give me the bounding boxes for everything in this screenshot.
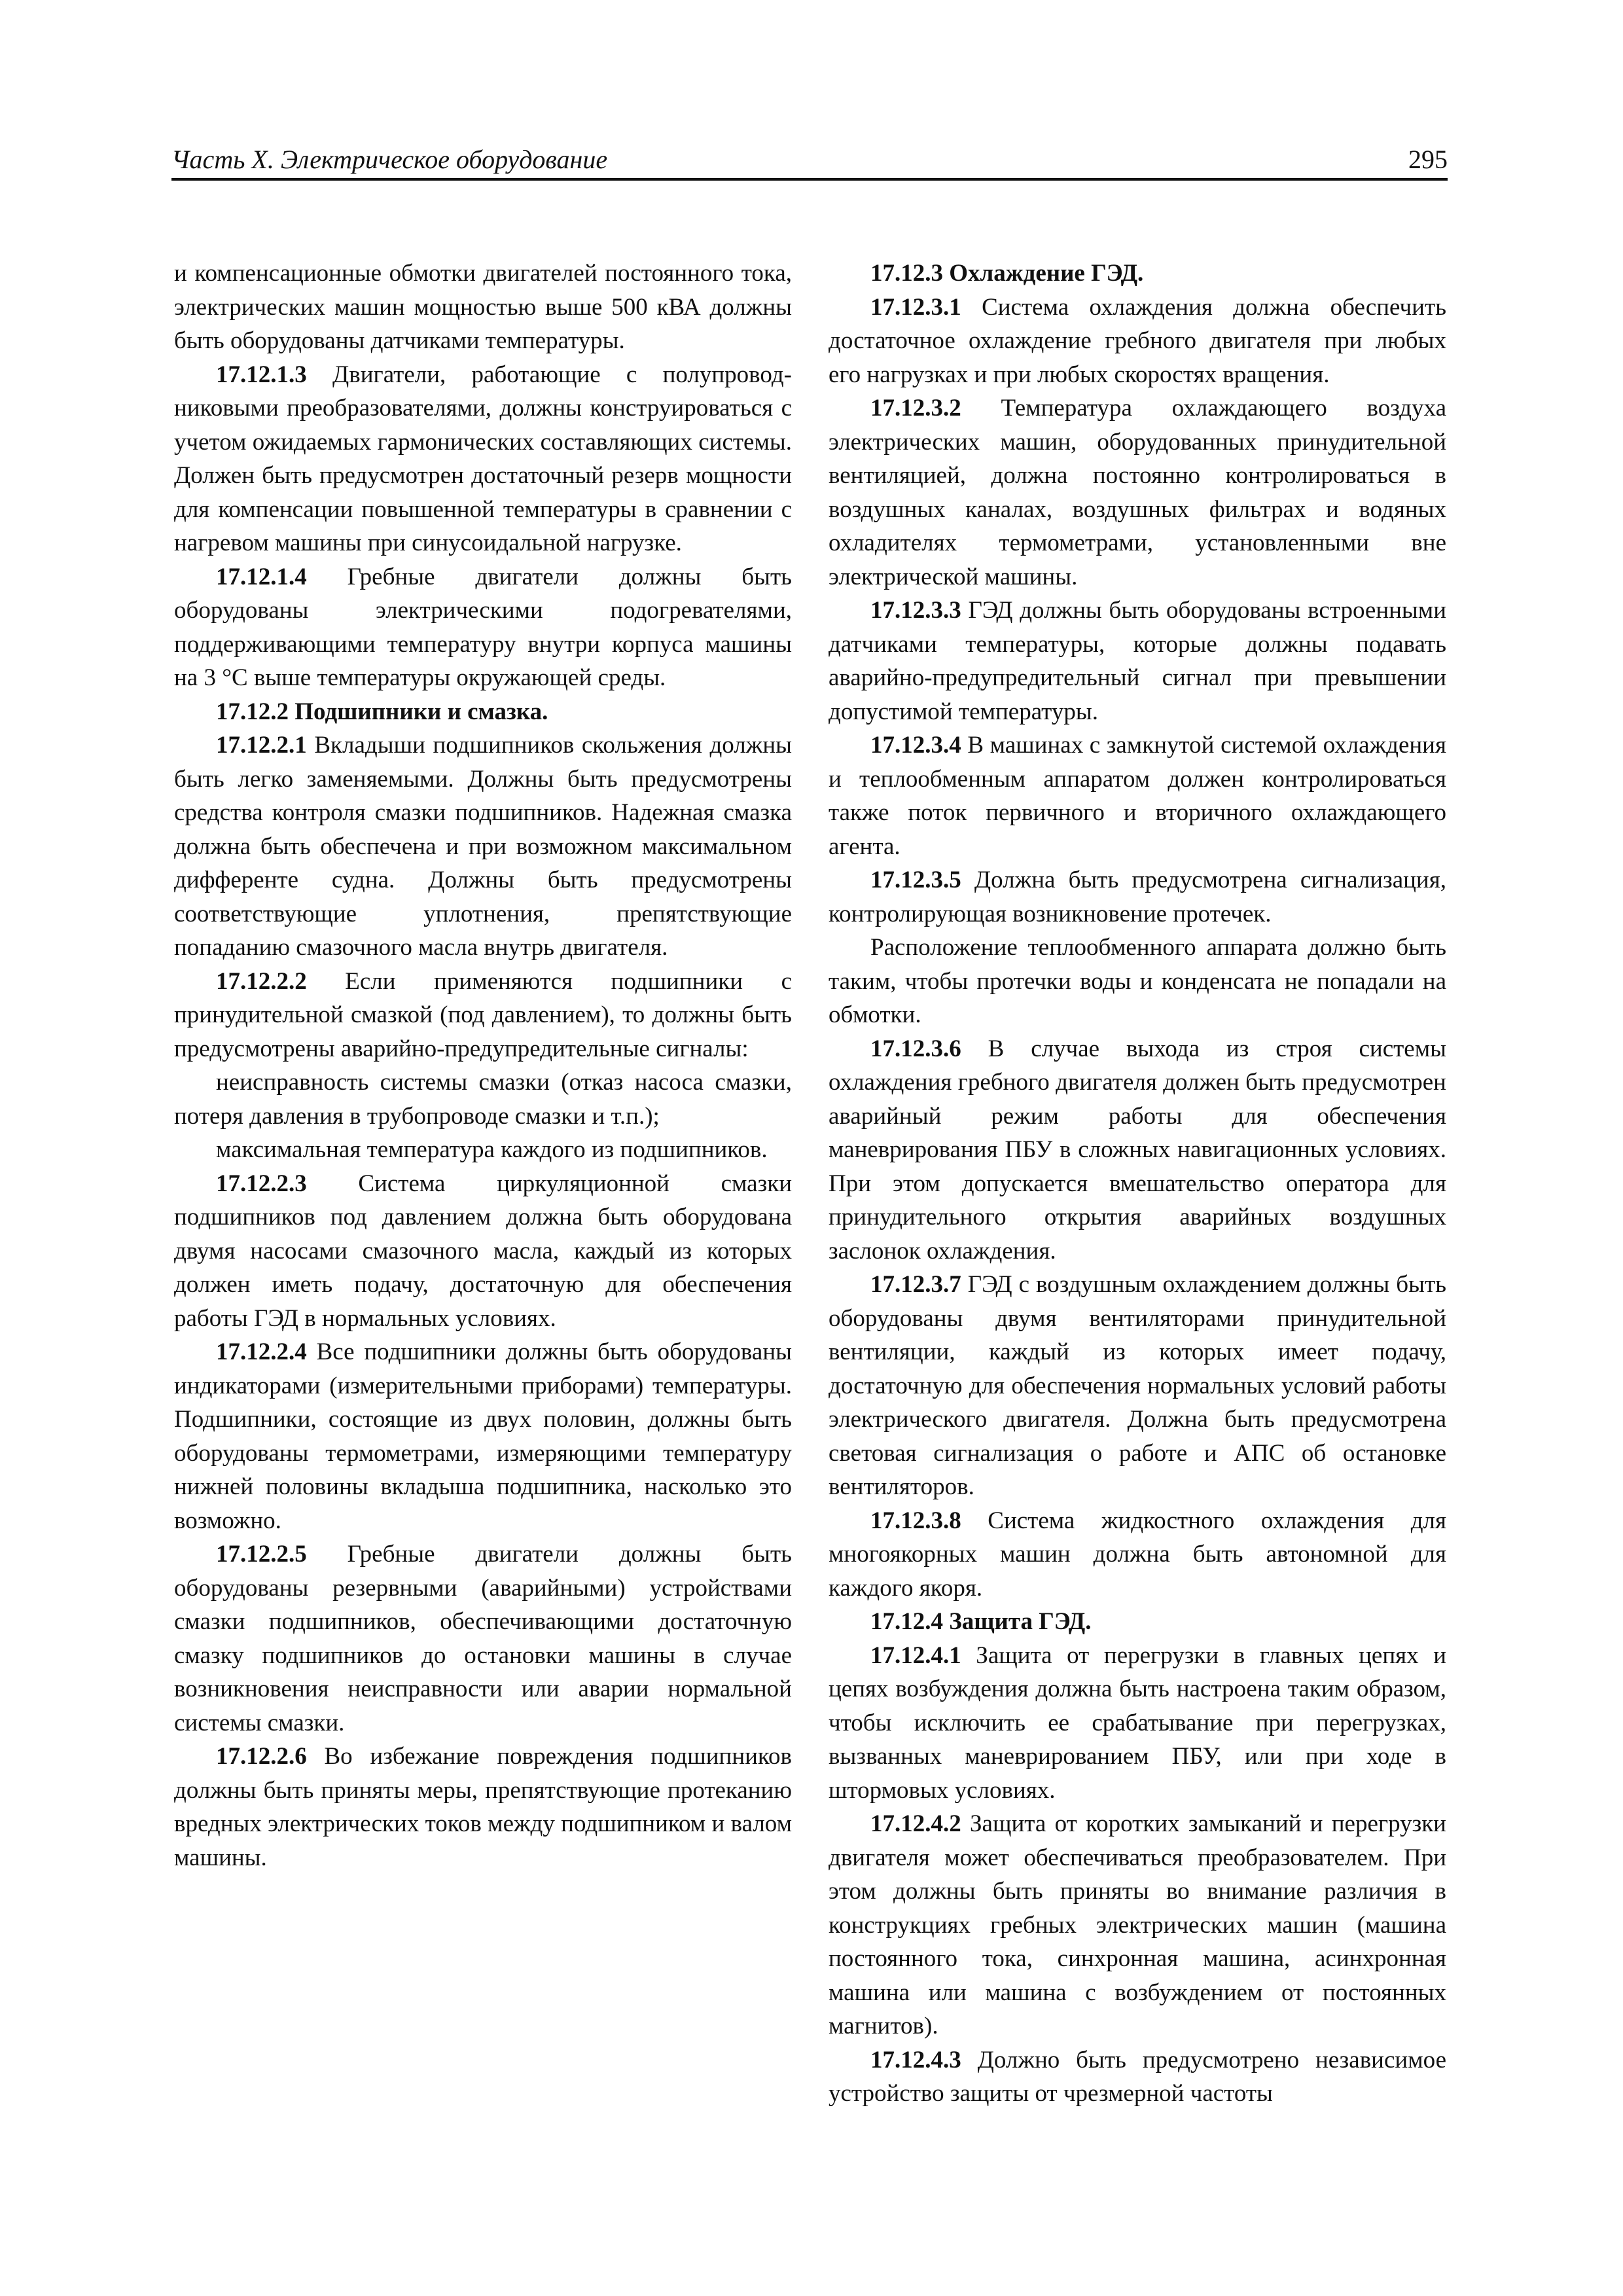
paragraph-text: Температура охлаждающего воздуха электрических машин, оборудованных принудительной вентиляцией, должна постоянно контролироваться в воздушных каналах, воздушных фильтрах и водяных охладителях термометрами, установленными вне электрической машины. <box>829 395 1446 590</box>
paragraph-text: неисправность системы смазки (отказ насоса смазки, потеря давления в трубопроводе смазки и т.п.); <box>174 1069 792 1130</box>
paragraph <box>174 1133 792 1167</box>
section-number: 17.12.2 Подшипники и смазка. <box>216 698 548 725</box>
section-number: 17.12.1.3 <box>216 361 307 388</box>
page-header <box>171 145 1448 181</box>
section-number: 17.12.3.7 <box>870 1271 961 1298</box>
paragraph <box>174 257 792 358</box>
section-number: 17.12.4.2 <box>870 1810 961 1837</box>
paragraph <box>829 291 1446 392</box>
paragraph <box>829 1807 1446 2043</box>
paragraph-text: Должна быть предусмотрена сигнализация, контролирующая возникновение протечек. <box>829 867 1446 927</box>
paragraph <box>829 257 1446 291</box>
section-number: 17.12.4 Защита ГЭД. <box>870 1608 1092 1635</box>
section-number: 17.12.3.5 <box>870 867 961 893</box>
paragraph <box>829 1504 1446 1605</box>
paragraph-text: Система охлаждения должна обеспечить достаточное охлаждение гребного двигателя при любых его нагрузках и при любых скоростях вращения. <box>829 293 1446 388</box>
paragraph <box>829 1032 1446 1268</box>
paragraph-text: Защита от коротких замыканий и перегрузки двигателя может обеспечиваться преобразователем. При этом должны быть приняты во внимание различия в конструкциях гребных электрических машин (машина постоянного тока, синхронная машина, асинхронная машина или машина с возбуждением от постоянных магнитов). <box>829 1810 1446 2039</box>
paragraph-text: ГЭД с воздушным охлаждением должны быть оборудованы двумя вентиляторами принудительной вентиляции, каждый из которых имеет подачу, достаточную для обеспечения нормальных условий работы электрического двигателя. Должна быть предусмотрена световая сигнализация о работе и АПС об остановке вентиляторов. <box>829 1271 1446 1500</box>
paragraph-text: Расположение теплообменного аппарата должно быть таким, чтобы протечки воды и конденсата не попадали на обмотки. <box>829 934 1446 1028</box>
paragraph-text: Вкладыши подшипников скольжения должны быть легко заменяемыми. Должны быть предусмотрены средства контроля смазки подшипников. Надежная смазка должна быть обеспечена и при возможном максимальном дифференте судна. Должны быть предусмотрены соответствующие уплотнения, препятствующие попаданию смазочного масла внутрь двигателя. <box>174 732 792 961</box>
section-number: 17.12.2.5 <box>216 1541 307 1568</box>
right-column <box>829 257 1446 2111</box>
paragraph <box>829 931 1446 1032</box>
paragraph-text: Должно быть предусмотрено независимое устройство защиты от чрезмерной частоты <box>829 2046 1446 2107</box>
paragraph-text: Защита от перегрузки в главных цепях и цепях возбуждения должна быть настроена таким образом, чтобы исключить ее срабатывание при перегрузках, вызванных маневрированием ПБУ, или при ходе в штормовых условиях. <box>829 1641 1446 1804</box>
section-number: 17.12.4.1 <box>870 1641 961 1669</box>
section-number: 17.12.3.4 <box>870 732 961 759</box>
paragraph-text: Система жидкостного охлаждения для многоякорных машин должна быть автономной для каждого якоря. <box>829 1507 1446 1602</box>
section-number: 17.12.1.4 <box>216 563 307 590</box>
paragraph-text: ГЭД должны быть оборудованы встроенными датчиками температуры, которые должны подавать аварийно-предупредительный сигнал при превышении допустимой температуры. <box>829 597 1446 725</box>
paragraph <box>174 965 792 1066</box>
paragraph <box>174 1537 792 1740</box>
paragraph-text: максимальная температура каждого из подшипников. <box>216 1136 768 1163</box>
paragraph <box>829 1268 1446 1504</box>
section-number: 17.12.4.3 <box>870 2046 961 2073</box>
page-number: 295 <box>1408 145 1448 174</box>
section-number: 17.12.2.4 <box>216 1338 307 1365</box>
paragraph-text: и компенсационные обмотки двигателей постоянного тока, электрических машин мощностью выше 500 кВА должны быть оборудованы датчиками температуры. <box>174 260 792 354</box>
section-number: 17.12.3 Охлаждение ГЭД. <box>870 260 1144 287</box>
paragraph <box>829 2043 1446 2111</box>
paragraph <box>829 594 1446 728</box>
section-number: 17.12.3.2 <box>870 395 961 422</box>
paragraph <box>174 1167 792 1336</box>
paragraph <box>829 728 1446 863</box>
paragraph <box>829 1639 1446 1808</box>
paragraph-text: Все подшипники должны быть оборудованы индикаторами (измерительными приборами) температуры. Подшипники, состоящие из двух половин, должны быть оборудованы термометрами, измеряющими температуру нижней половины вкладыша подшипника, насколько это возможно. <box>174 1338 792 1534</box>
section-number: 17.12.2.1 <box>216 732 307 759</box>
paragraph <box>174 1740 792 1874</box>
running-title: Часть X. Электрическое оборудование <box>171 145 608 174</box>
paragraph <box>829 1605 1446 1639</box>
paragraph-text: Система циркуляционной смазки подшипников под давлением должна быть оборудована двумя насосами смазочного масла, каждый из которых должен иметь подачу, достаточную для обеспечения работы ГЭД в нормальных условиях. <box>174 1170 792 1332</box>
paragraph <box>829 863 1446 931</box>
paragraph <box>829 391 1446 594</box>
left-column <box>174 257 792 1874</box>
paragraph-text: Гребные двигатели должны быть оборудованы резервными (аварийными) устройствами смазки подшипников, обеспечивающими достаточную смазку подшипников до остановки машины в случае возникновения неисправности или аварии нормальной системы смазки. <box>174 1541 792 1736</box>
section-number: 17.12.2.2 <box>216 967 307 995</box>
section-number: 17.12.3.1 <box>870 293 961 321</box>
section-number: 17.12.2.3 <box>216 1170 307 1197</box>
section-number: 17.12.2.6 <box>216 1743 307 1770</box>
paragraph <box>174 560 792 695</box>
paragraph <box>174 728 792 965</box>
section-number: 17.12.3.3 <box>870 597 961 624</box>
section-number: 17.12.3.8 <box>870 1507 961 1534</box>
paragraph-text: Во избежание повреждения подшипников должны быть приняты меры, препятствующие протеканию вредных электрических токов между подшипником и валом машины. <box>174 1743 792 1871</box>
paragraph <box>174 1066 792 1133</box>
paragraph-text: Гребные двигатели должны быть оборудованы электрическими подогревателями, поддерживающими температуру внутри корпуса машины на 3 °С выше температуры окружающей среды. <box>174 563 792 691</box>
paragraph <box>174 1335 792 1537</box>
paragraph-text: В машинах с замкнутой системой охлаждения и теплообменным аппаратом должен контролироваться также поток первичного и вторичного охлаждающего агента. <box>829 732 1446 860</box>
paragraph <box>174 358 792 560</box>
paragraph-text: В случае выхода из строя системы охлаждения гребного двигателя должен быть предусмотрен аварийный режим работы для обеспечения маневрирования ПБУ в сложных навигационных условиях. При этом допускается вмешательство оператора для принудительного открытия аварийных воздушных заслонок охлаждения. <box>829 1035 1446 1265</box>
section-number: 17.12.3.6 <box>870 1035 961 1062</box>
paragraph-text: Если применяются подшипники с принудительной смазкой (под давлением), то должны быть предусмотрены аварийно-предупредительные сигналы: <box>174 967 792 1062</box>
paragraph-text: Двигатели, работающие с полупроводниковыми преобразователями, должны конструироваться с учетом ожидаемых гармонических составляющих системы. Должен быть предусмотрен достаточный резерв мощности для компенсации повышенной температуры в сравнении с нагревом машины при синусоидальной нагрузке. <box>174 361 792 556</box>
paragraph <box>174 695 792 729</box>
